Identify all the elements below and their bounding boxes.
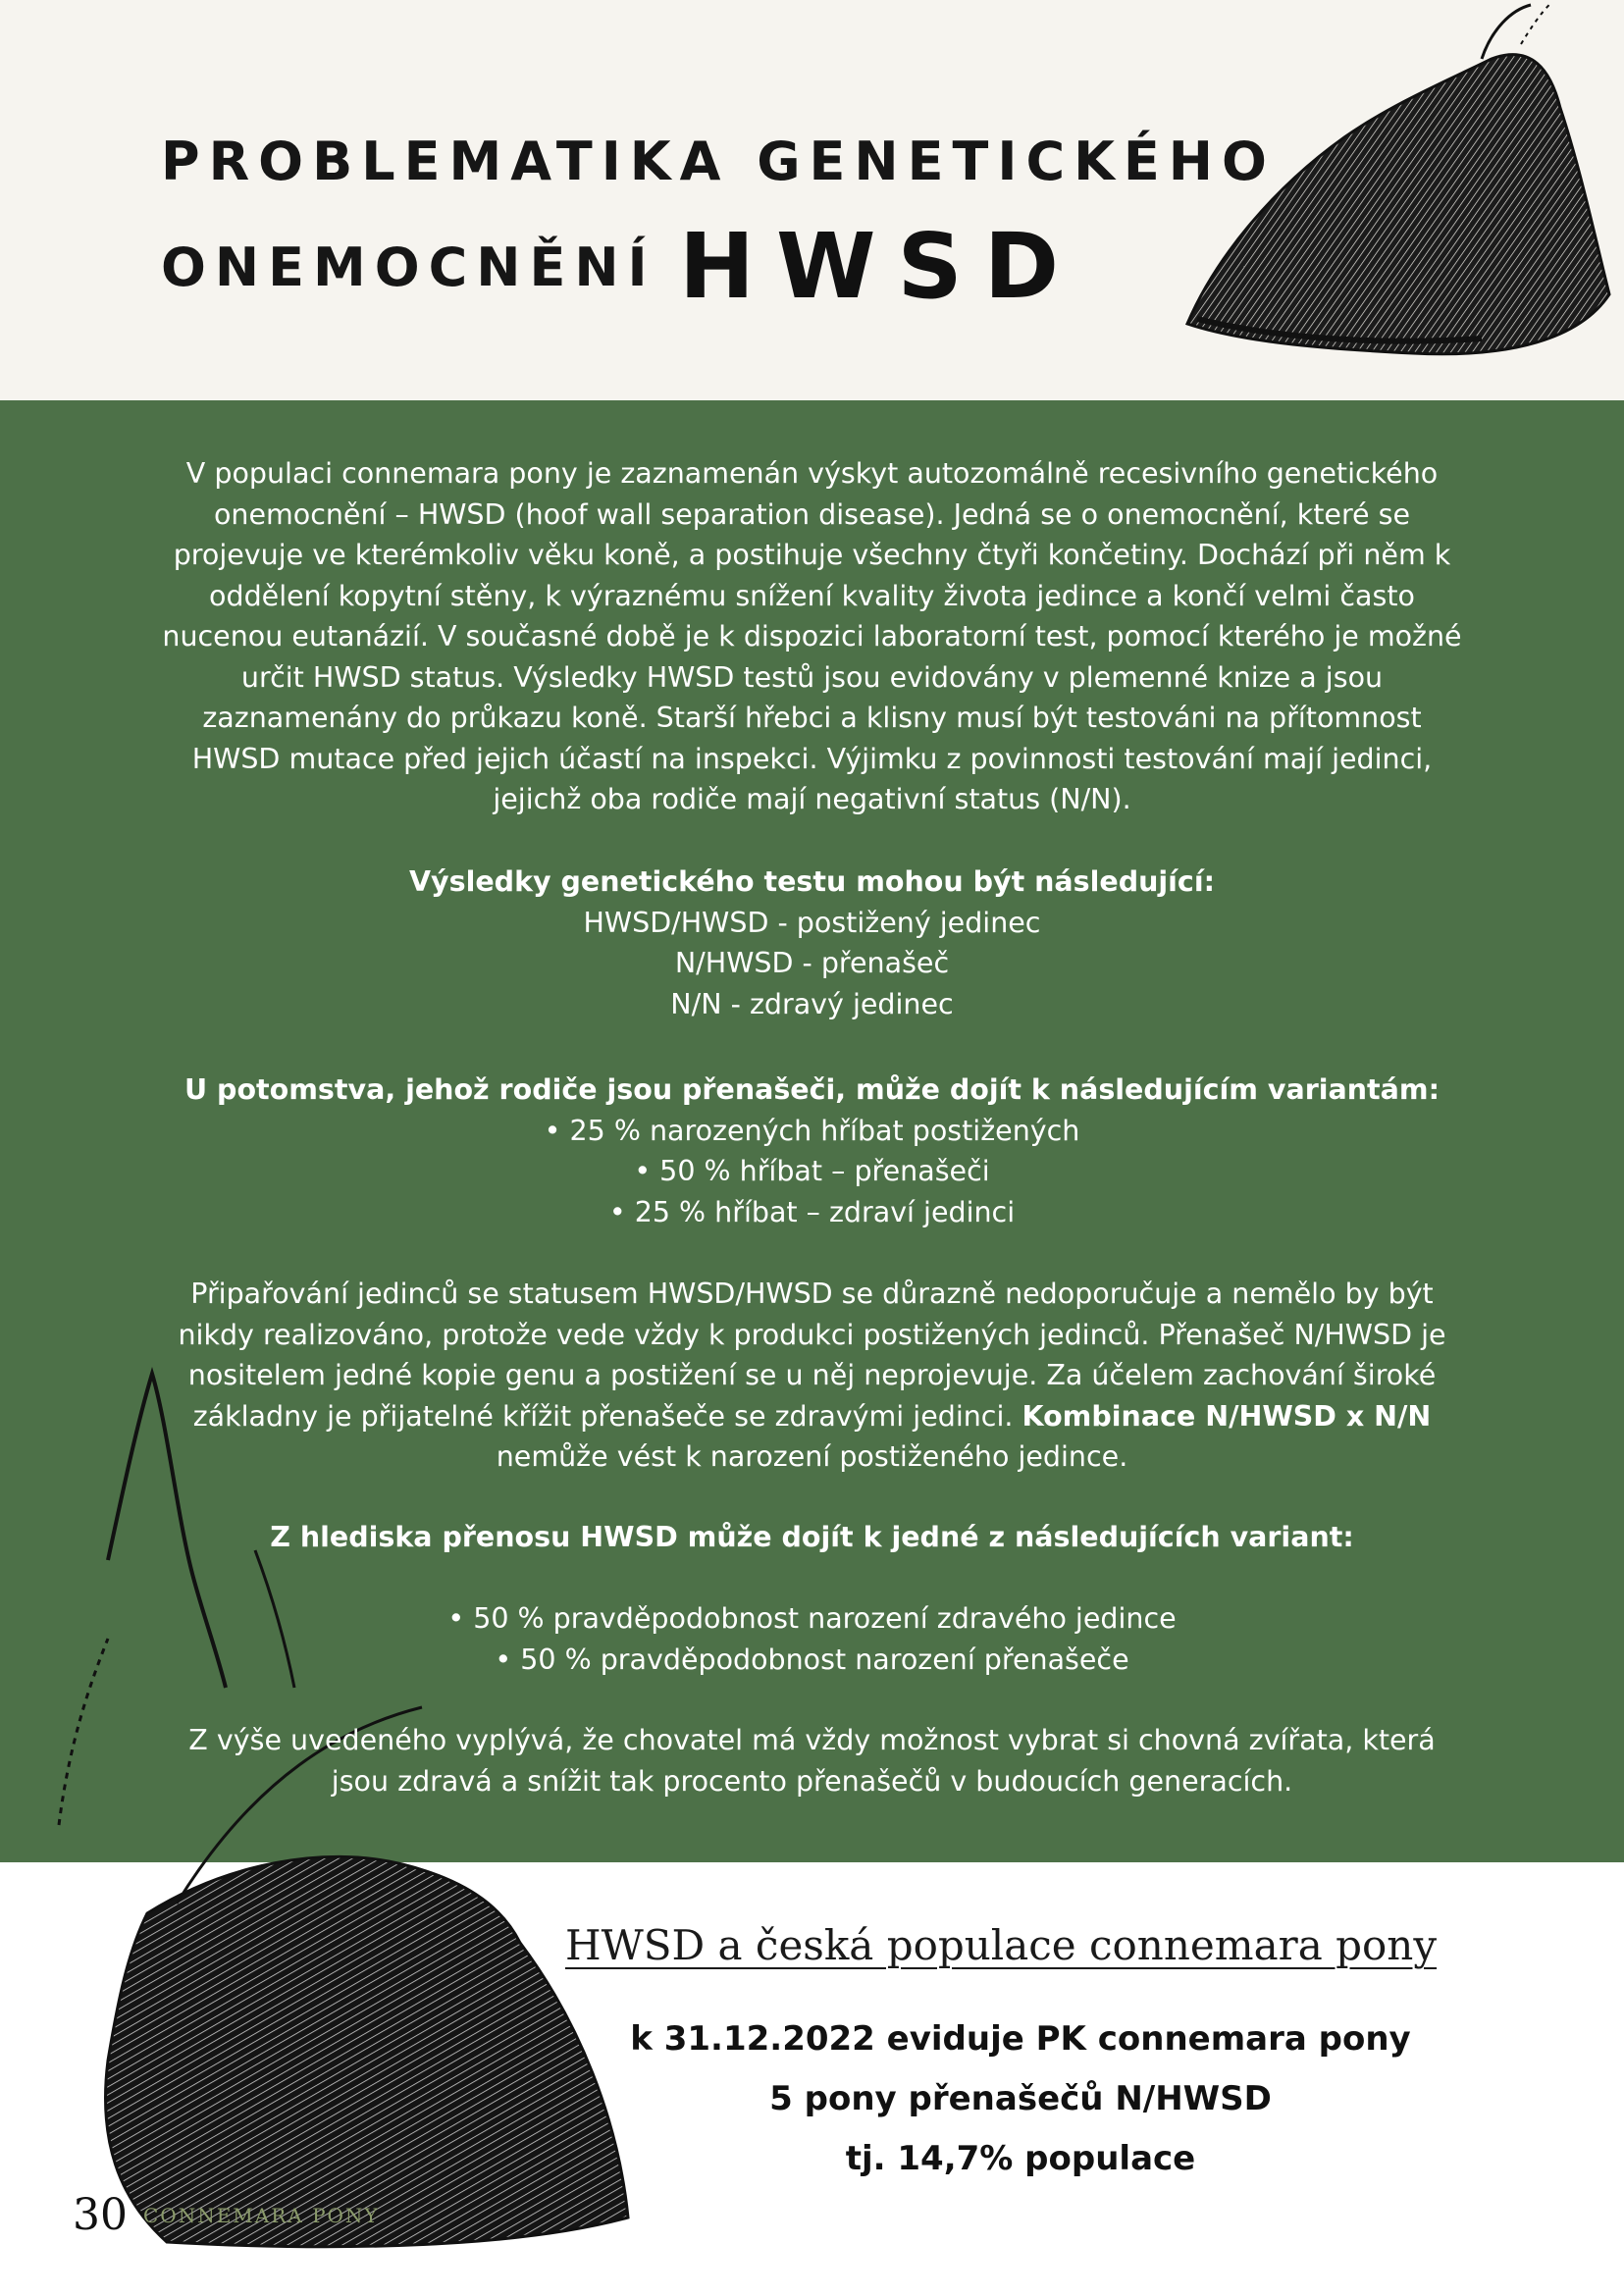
results-heading: Výsledky genetického testu mohou být následující: [408,865,1215,898]
page-title-emphasis: HWSD [679,214,1081,319]
page-title-line2: ONEMOCNĚNÍ [161,236,656,298]
result-item: HWSD/HWSD - postižený jedinec [583,906,1041,939]
mating-paragraph [157,1274,1467,1478]
intro-text: V populaci connemara pony je zaznamenán výskyt autozomálně recesivního genetického onemocnění – HWSD (hoof wall separation disease). Jedná se o onemocnění, které se projevuje ve kterémkoliv věku koně, a postihuje všechny čtyři končetiny. Dochází při něm k oddělení kopytní stěny, k výraznému snížení kvality života jedince a končí velmi často nucenou eutanázií. V současné době je k dispozici laboratorní test, pomocí kterého je možné určit HWSD status. Výsledky HWSD testů jsou evidovány v plemenné knize a jsou zaznamenány do průkazu koně. Starší hřebci a klisny musí být testováni na přítomnost HWSD mutace před jejich účastí na inspekci. Výjimku z povinnosti testování mají jedinci, jejichž oba rodiče mají negativní status (N/N). [162,457,1462,815]
mating-bold: Kombinace N/HWSD x N/N [1022,1399,1432,1433]
page-title-line1: PROBLEMATIKA GENETICKÉHO [161,130,1276,192]
transfer-heading: Z hlediska přenosu HWSD může dojít k jedné z následujících variant: [270,1521,1354,1553]
hoof-illustration-top [1158,0,1619,373]
stats-line: 5 pony přenašečů N/HWSD [769,2079,1272,2118]
transfer-item: • 50 % pravděpodobnost narození zdravého jedince [447,1602,1177,1635]
offspring-section [157,1070,1467,1232]
magazine-name: CONNEMARA PONY [143,2204,380,2227]
page-number: 30 [73,2190,128,2240]
results-section [157,861,1467,1024]
result-item: N/N - zdravý jedinec [670,987,954,1020]
stats-line: k 31.12.2022 eviduje PK connemara pony [630,2019,1411,2059]
intro-paragraph [157,453,1467,820]
mating-end: nemůže vést k narození postiženého jedince. [496,1440,1128,1473]
conclusion-text: Z výše uvedeného vyplývá, že chovatel má vždy možnost vybrat si chovná zvířata, která jsou zdravá a snížit tak procento přenašečů v budoucích generacích. [188,1724,1436,1798]
population-stats [589,2009,1452,2189]
stats-line: tj. 14,7% populace [845,2139,1196,2178]
mating-text: Připařování jedinců se statusem HWSD/HWSD se důrazně nedoporučuje a nemělo by být nikdy realizováno, protože vede vždy k produkci postižených jedinců. Přenašeč N/HWSD je nositelem jedné kopie genu a postižení se u něj neprojevuje. Za účelem zachování široké základny je přijatelné křížit přenašeče se zdravými jedinci. [178,1278,1446,1433]
offspring-heading: U potomstva, jehož rodiče jsou přenašeči, může dojít k následujícím variantám: [183,1073,1441,1106]
transfer-section [157,1517,1467,1680]
transfer-item: • 50 % pravděpodobnost narození přenašeče [495,1643,1129,1676]
offspring-item: • 25 % hříbat – zdraví jedinci [608,1195,1016,1228]
result-item: N/HWSD - přenašeč [674,947,950,979]
conclusion-paragraph [157,1720,1467,1801]
population-heading: HWSD a česká populace connemara pony [564,1921,1438,1969]
offspring-item: • 25 % narozených hříbat postižených [544,1114,1080,1147]
offspring-item: • 50 % hříbat – přenašeči [634,1155,990,1187]
